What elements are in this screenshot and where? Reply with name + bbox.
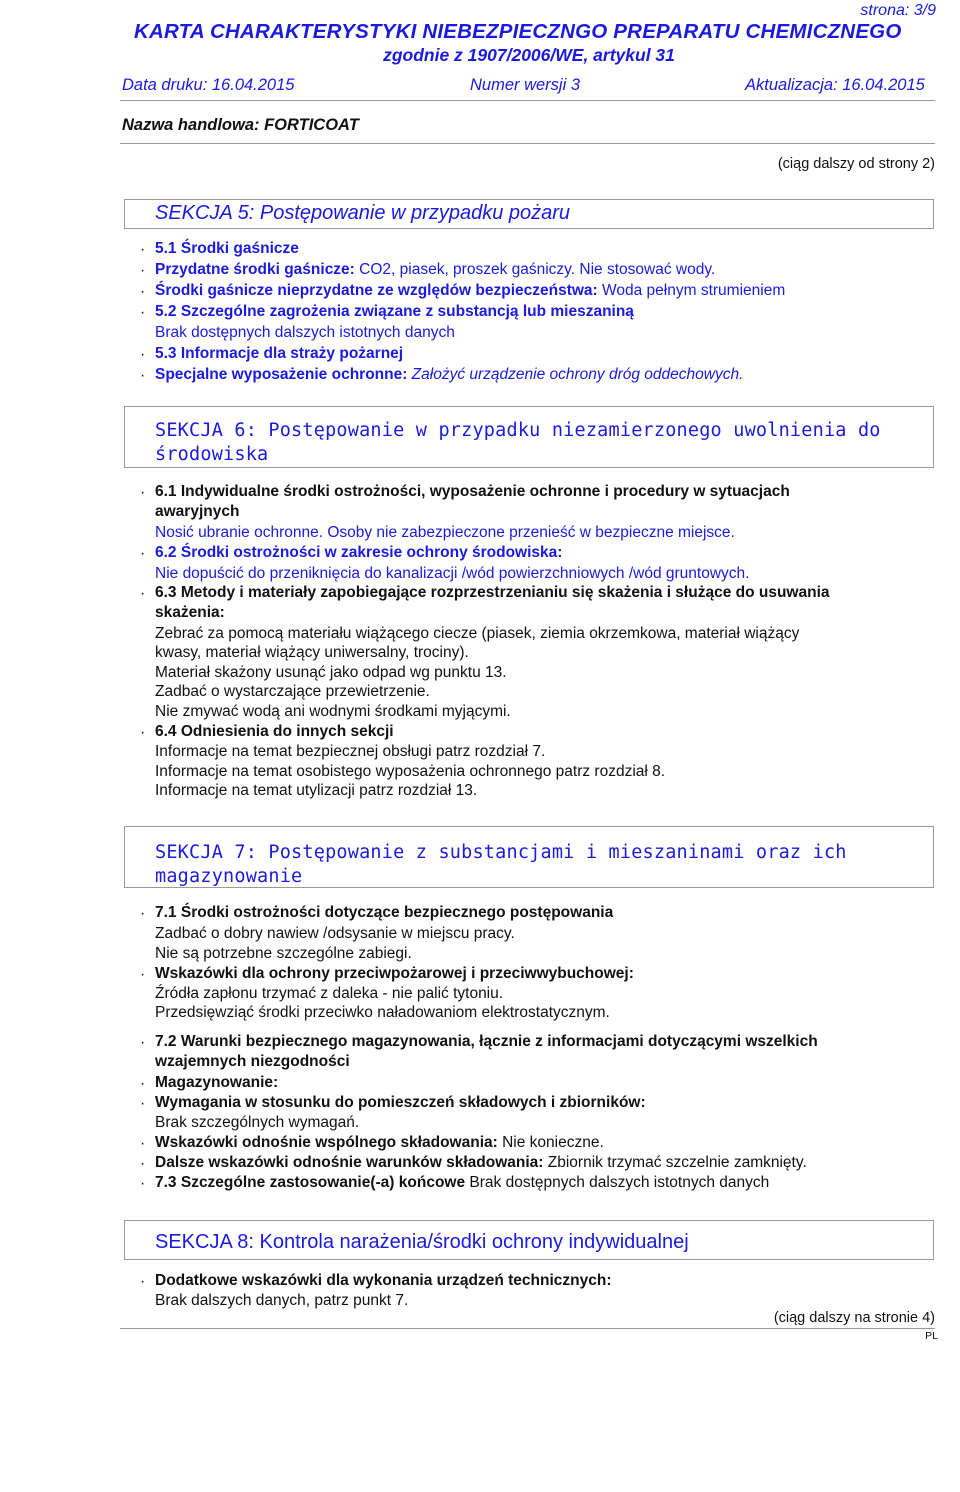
s7-heading-7-2b: wzajemnych niezgodności <box>155 1053 350 1070</box>
footer-divider <box>120 1328 935 1329</box>
trade-name: Nazwa handlowa: FORTICOAT <box>122 116 359 134</box>
s6-heading-6-3a: 6.3 Metody i materiały zapobiegające rozprzestrzenianiu się skażenia i służące do usuwania <box>155 584 830 601</box>
value: Brak dostępnych dalszych istotnych danych <box>465 1174 770 1191</box>
bullet: · <box>140 346 146 363</box>
trade-name-divider <box>120 143 935 144</box>
s6-text-6-4c: Informacje na temat utylizacji patrz rozdział 13. <box>155 782 478 799</box>
print-date: Data druku: 16.04.2015 <box>122 76 295 94</box>
bullet: · <box>140 905 146 922</box>
s6-heading-6-3b: skażenia: <box>155 604 225 621</box>
bullet: · <box>140 1135 146 1152</box>
label: Środki gaśnicze nieprzydatne ze względów bezpieczeństwa: <box>155 282 598 299</box>
section-5-title: SEKCJA 5: Postępowanie w przypadku pożaru <box>155 202 571 224</box>
s6-text-6-1: Nosić ubranie ochronne. Osoby nie zabezpieczone przenieść w bezpieczne miejsce. <box>155 524 735 541</box>
bullet: · <box>140 724 146 741</box>
bullet: · <box>140 367 146 384</box>
s6-heading-6-2: 6.2 Środki ostrożności w zakresie ochrony środowiska: <box>155 544 563 561</box>
s7-heading-storage: Magazynowanie: <box>155 1074 279 1091</box>
section-7-title-line-1: SEKCJA 7: Postępowanie z substancjami i mieszaninami oraz ich <box>155 842 847 863</box>
bullet: · <box>140 283 146 300</box>
bullet: · <box>140 966 146 983</box>
update-date: Aktualizacja: 16.04.2015 <box>745 76 925 94</box>
s7-text-requirements: Brak szczególnych wymagań. <box>155 1114 360 1131</box>
s7-heading-7-1: 7.1 Środki ostrożności dotyczące bezpiecznego postępowania <box>155 904 614 921</box>
s8-heading-technical: Dodatkowe wskazówki dla wykonania urządzeń technicznych: <box>155 1272 612 1289</box>
s7-heading-requirements: Wymagania w stosunku do pomieszczeń składowych i zbiorników: <box>155 1094 646 1111</box>
s7-line-7-3 <box>155 1173 769 1193</box>
value: Założyć urządzenie ochrony dróg oddechowych. <box>407 366 744 383</box>
s5-line-equipment <box>155 365 743 385</box>
s7-text-7-1a: Zadbać o dobry nawiew /odsysanie w miejscu pracy. <box>155 925 515 942</box>
section-7-title-line-2: magazynowanie <box>155 866 303 887</box>
bullet: · <box>140 1175 146 1192</box>
label: 7.3 Szczególne zastosowanie(-a) końcowe <box>155 1174 466 1191</box>
s6-text-6-3c: Materiał skażony usunąć jako odpad wg punktu 13. <box>155 664 507 681</box>
s8-text-technical: Brak dalszych danych, patrz punkt 7. <box>155 1292 409 1309</box>
s5-text-5-2: Brak dostępnych dalszych istotnych danych <box>155 324 455 341</box>
bullet: · <box>140 1273 146 1290</box>
bullet: · <box>140 304 146 321</box>
continued-on: (ciąg dalszy na stronie 4) <box>773 1310 935 1326</box>
s6-heading-6-4: 6.4 Odniesienia do innych sekcji <box>155 723 394 740</box>
bullet: · <box>140 484 146 501</box>
bullet: · <box>140 545 146 562</box>
section-6-title-line-2: środowiska <box>155 444 269 465</box>
s7-heading-fire: Wskazówki dla ochrony przeciwpożarowej i przeciwwybuchowej: <box>155 965 634 982</box>
bullet: · <box>140 1155 146 1172</box>
section-8-title: SEKCJA 8: Kontrola narażenia/środki ochrony indywidualnej <box>155 1231 689 1253</box>
s6-text-6-3d: Zadbać o wystarczające przewietrzenie. <box>155 683 430 700</box>
s7-line-joint-storage <box>155 1133 604 1153</box>
bullet: · <box>140 1075 146 1092</box>
value: CO2, piasek, proszek gaśniczy. Nie stosować wody. <box>354 261 716 278</box>
s5-line-unsuitable <box>155 281 785 301</box>
s5-heading-5-2: 5.2 Szczególne zagrożenia związane z substancją lub mieszaniną <box>155 303 634 320</box>
label: Dalsze wskazówki odnośnie warunków składowania: <box>155 1154 544 1171</box>
bullet: · <box>140 241 146 258</box>
s7-text-fire-a: Źródła zapłonu trzymać z daleka - nie palić tytoniu. <box>155 985 504 1002</box>
label: Przydatne środki gaśnicze: <box>155 261 355 278</box>
bullet: · <box>140 585 146 602</box>
s6-text-6-3e: Nie zmywać wodą ani wodnymi środkami myjącymi. <box>155 703 511 720</box>
s6-text-6-4a: Informacje na temat bezpiecznej obsługi patrz rozdział 7. <box>155 743 546 760</box>
s7-text-fire-b: Przedsięwziąć środki przeciwko naładowaniom elektrostatycznym. <box>155 1004 610 1021</box>
language-code: PL <box>925 1330 938 1342</box>
page-number: strona: 3/9 <box>860 2 936 19</box>
value: Nie konieczne. <box>497 1134 604 1151</box>
s6-text-6-4b: Informacje na temat osobistego wyposażenia ochronnego patrz rozdział 8. <box>155 763 666 780</box>
section-6-title-line-1: SEKCJA 6: Postępowanie w przypadku niezamierzonego uwolnienia do <box>155 420 881 441</box>
s5-heading-5-1: 5.1 Środki gaśnicze <box>155 240 299 257</box>
version-number: Numer wersji 3 <box>470 76 581 94</box>
value: Woda pełnym strumieniem <box>597 282 786 299</box>
document-subtitle: zgodnie z 1907/2006/WE, artykul 31 <box>383 45 675 65</box>
label: Wskazówki odnośnie wspólnego składowania: <box>155 1134 498 1151</box>
bullet: · <box>140 262 146 279</box>
label: Specjalne wyposażenie ochronne: <box>155 366 408 383</box>
s7-text-7-1b: Nie są potrzebne szczególne zabiegi. <box>155 945 412 962</box>
s5-heading-5-3: 5.3 Informacje dla straży pożarnej <box>155 345 404 362</box>
continued-from: (ciąg dalszy od strony 2) <box>777 156 935 172</box>
s6-text-6-3a: Zebrać za pomocą materiału wiążącego ciecze (piasek, ziemia okrzemkowa, materiał wiążący <box>155 625 800 642</box>
s6-text-6-2: Nie dopuścić do przeniknięcia do kanalizacji /wód powierzchniowych /wód gruntowych. <box>155 565 750 582</box>
s6-heading-6-1a: 6.1 Indywidualne środki ostrożności, wyposażenie ochronne i procedury w sytuacjach <box>155 483 790 500</box>
s6-heading-6-1b: awaryjnych <box>155 503 240 520</box>
s5-line-suitable <box>155 260 715 280</box>
value: Zbiornik trzymać szczelnie zamknięty. <box>543 1154 807 1171</box>
s7-heading-7-2a: 7.2 Warunki bezpiecznego magazynowania, łącznie z informacjami dotyczącymi wszelkich <box>155 1033 818 1050</box>
document-title: KARTA CHARAKTERYSTYKI NIEBEZPIECZNGO PREPARATU CHEMICZNEGO <box>134 20 902 43</box>
s7-line-further-storage <box>155 1153 807 1173</box>
s6-text-6-3b: kwasy, materiał wiążący uniwersalny, trociny). <box>155 644 469 661</box>
bullet: · <box>140 1095 146 1112</box>
bullet: · <box>140 1034 146 1051</box>
header-divider <box>120 100 935 101</box>
